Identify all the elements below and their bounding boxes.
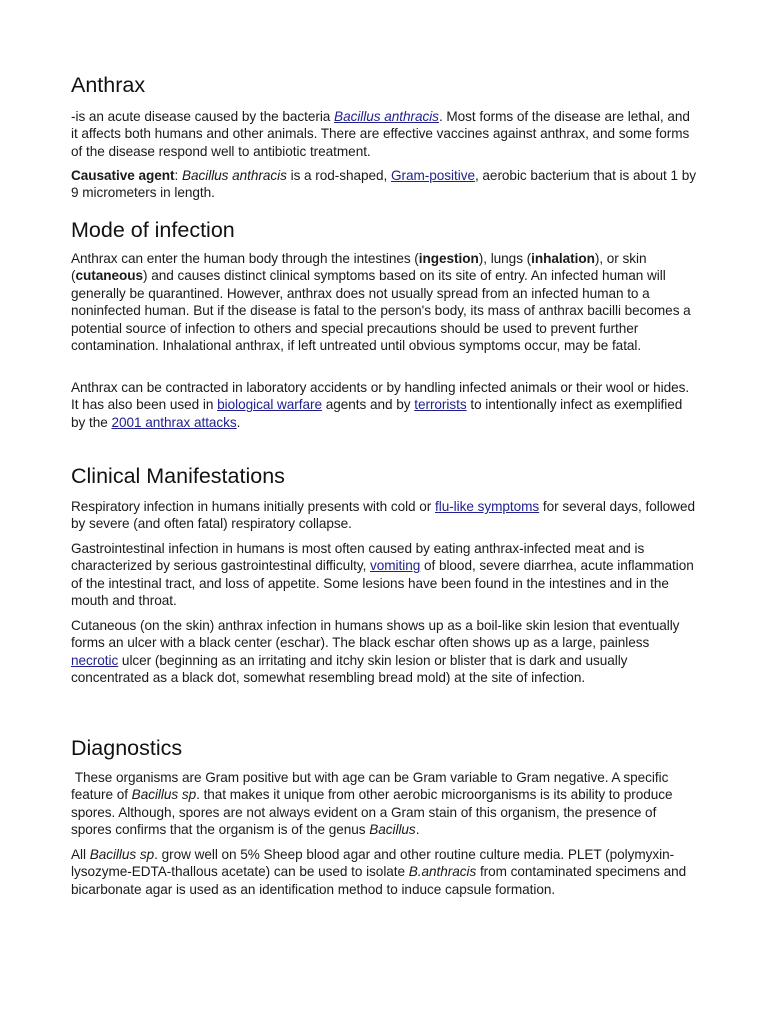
link-2001-anthrax-attacks[interactable]: 2001 anthrax attacks xyxy=(111,414,237,430)
paragraph-anthrax-definition: -is an acute disease caused by the bacteria Bacillus anthracis. Most forms of the disease are lethal, and it affects both humans and other animals. There are effective vaccines against anthrax, and some forms of the disease respond well to antibiotic treatment. xyxy=(71,109,690,159)
heading-mode-of-infection: Mode of infection xyxy=(71,218,235,242)
heading-diagnostics: Diagnostics xyxy=(71,736,183,760)
paragraph-mode-of-infection: Anthrax can enter the human body through the intestines (ingestion), lungs (inhalation), or skin (cutaneous) and causes distinct clinical symptoms based on its site of entry. An infected human will generally be quarantined. However, anthrax does not usually spread from an infected human to a noninfected human. But if the disease is fatal to the person's body, its mass of anthrax bacilli becomes a potential source of infection to others and special precautions should be used to prevent further contamination. Inhalational anthrax, if left untreated until obvious symptoms occur, may be fatal. xyxy=(71,251,691,354)
link-vomiting[interactable]: vomiting xyxy=(370,558,421,574)
paragraph-causative-agent: Causative agent: Bacillus anthracis is a rod-shaped, Gram-positive, aerobic bacterium that is about 1 by 9 micrometers in length. xyxy=(71,168,696,201)
paragraph-gastrointestinal: Gastrointestinal infection in humans is most often caused by eating anthrax-infected meat and is characterized by serious gastrointestinal difficulty, vomiting of blood, severe diarrhea, acute inflammation of the intestinal tract, and loss of appetite. Some lesions have been found in the intestines and in the mouth and throat. xyxy=(71,541,694,609)
paragraph-diagnostics-culture: All Bacillus sp. grow well on 5% Sheep blood agar and other routine culture media. PLET (polymyxin-lysozyme-EDTA-thallous acetate) can be used to isolate B.anthracis from contaminated specimens and bicarbonate agar is used as an identification method to induce capsule formation. xyxy=(71,847,687,897)
link-necrotic[interactable]: necrotic xyxy=(71,652,119,668)
link-gram-positive[interactable]: Gram-positive xyxy=(391,168,475,183)
label-causative-agent: Causative agent xyxy=(71,168,175,183)
link-bacillus-anthracis[interactable]: Bacillus anthracis xyxy=(334,109,439,124)
heading-anthrax: Anthrax xyxy=(71,73,146,97)
heading-clinical-manifestations: Clinical Manifestations xyxy=(71,464,285,488)
paragraph-cutaneous: Cutaneous (on the skin) anthrax infection in humans shows up as a boil-like skin lesion that eventually forms an ulcer with a black center (eschar). The black eschar often shows up as a large, painless necrotic ulcer (beginning as an irritating and itchy skin lesion or blister that is dark and usually concentrated as a black dot, somewhat resembling bread mold) at the site of infection. xyxy=(71,618,680,686)
paragraph-respiratory: Respiratory infection in humans initially presents with cold or flu-like symptoms for several days, followed by severe (and often fatal) respiratory collapse. xyxy=(71,499,695,532)
link-flu-like-symptoms[interactable]: flu-like symptoms xyxy=(435,499,540,514)
paragraph-contraction: Anthrax can be contracted in laboratory accidents or by handling infected animals or their wool or hides. It has also been used in biological warfare agents and by terrorists to intentionally infect as exemplified by the 2001 anthrax attacks. xyxy=(71,380,690,430)
paragraph-diagnostics-gram: These organisms are Gram positive but with age can be Gram variable to Gram negative. A specific feature of Bacillus sp. that makes it unique from other aerobic microorganisms is its ability to produce spores. Although, spores are not always evident on a Gram stain of this organism, the presence of spores confirms that the organism is of the genus Bacillus. xyxy=(71,770,673,838)
link-biological-warfare[interactable]: biological warfare xyxy=(217,397,323,413)
link-terrorists[interactable]: terrorists xyxy=(414,397,467,413)
